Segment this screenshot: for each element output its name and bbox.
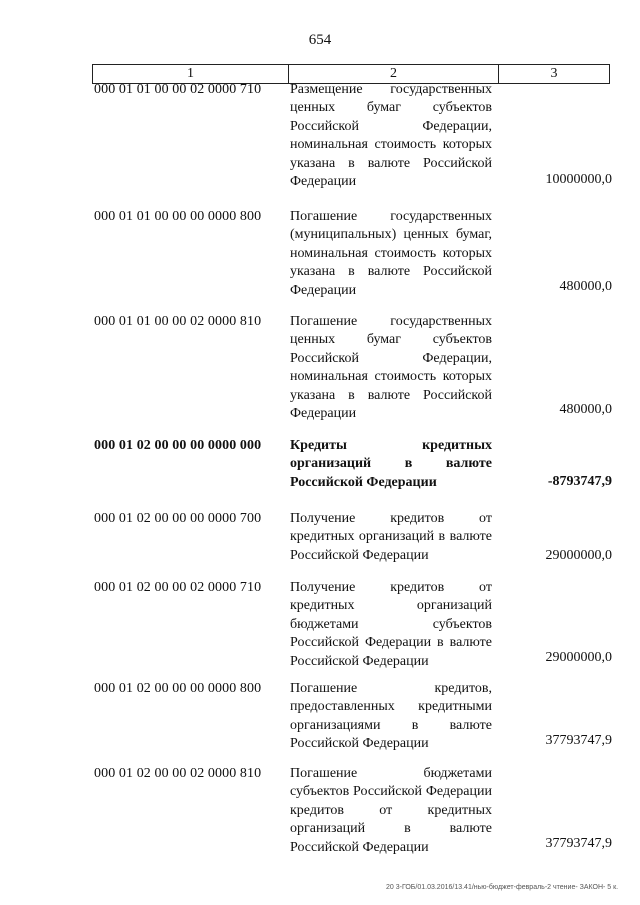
- column-header-3: 3: [550, 66, 558, 81]
- table-row: [92, 208, 612, 296]
- row-amount: 37793747,9: [545, 732, 612, 748]
- table-row-section-header: [92, 437, 612, 491]
- row-description: Получение кредитов от кредитных организаций в валюте Российской Федерации: [290, 511, 492, 563]
- table-row: [92, 313, 612, 422]
- row-code: 000 01 01 00 00 02 0000 710: [94, 82, 262, 97]
- row-amount: -8793747,9: [547, 473, 612, 489]
- table-row: [92, 765, 612, 853]
- row-amount: 480000,0: [559, 278, 612, 294]
- row-amount: 29000000,0: [545, 547, 612, 563]
- row-amount: 37793747,9: [545, 835, 612, 851]
- column-header-2: 2: [289, 65, 499, 83]
- row-code: 000 01 02 00 00 02 0000 710: [94, 580, 262, 595]
- row-code: 000 01 02 00 00 02 0000 810: [94, 766, 262, 781]
- table-row: [92, 680, 612, 750]
- row-amount: 480000,0: [559, 401, 612, 417]
- row-code: 000 01 02 00 00 00 0000 800: [94, 681, 262, 696]
- page-number: 654: [308, 32, 332, 48]
- row-code: 000 01 01 00 00 02 0000 810: [94, 314, 262, 329]
- row-amount: 10000000,0: [545, 171, 612, 187]
- footer-stamp: 20 3-ГОБ/01.03.2016/13.41/нью-бюджет-февраль-2 чтение- ЗАКОН- 5 к.: [386, 884, 619, 891]
- row-code: 000 01 02 00 00 00 0000 000: [94, 438, 262, 453]
- row-code: 000 01 02 00 00 00 0000 700: [94, 511, 262, 526]
- column-header-1: 1: [93, 65, 289, 83]
- row-description: Получение кредитов от кредитных организаций бюджетами субъектов Российской Федерации в валюте Российской Федерации: [290, 580, 492, 669]
- row-description: Погашение бюджетами субъектов Российской Федерации кредитов от кредитных организаций в валюте Российской Федерации: [290, 766, 492, 855]
- table-row: [92, 81, 612, 189]
- row-code: 000 01 01 00 00 00 0000 800: [94, 209, 262, 224]
- row-description: Погашение государственных (муниципальных) ценных бумаг, номинальная стоимость которых указана в валюте Российской Федерации: [290, 209, 492, 298]
- row-description: Погашение кредитов, предоставленных кредитными организациями в валюте Российской Федерации: [290, 681, 492, 752]
- row-description: Погашение государственных ценных бумаг субъектов Российской Федерации, номинальная стоимость которых указана в валюте Российской Федерации: [290, 314, 492, 422]
- row-description: Кредиты кредитных организаций в валюте Российской Федерации: [290, 438, 492, 490]
- row-amount: 29000000,0: [545, 649, 612, 665]
- table-row: [92, 579, 612, 667]
- row-description: Размещение государственных ценных бумаг субъектов Российской Федерации, номинальная стоимость которых указана в валюте Российской Федерации: [290, 82, 492, 190]
- table-row: [92, 510, 612, 565]
